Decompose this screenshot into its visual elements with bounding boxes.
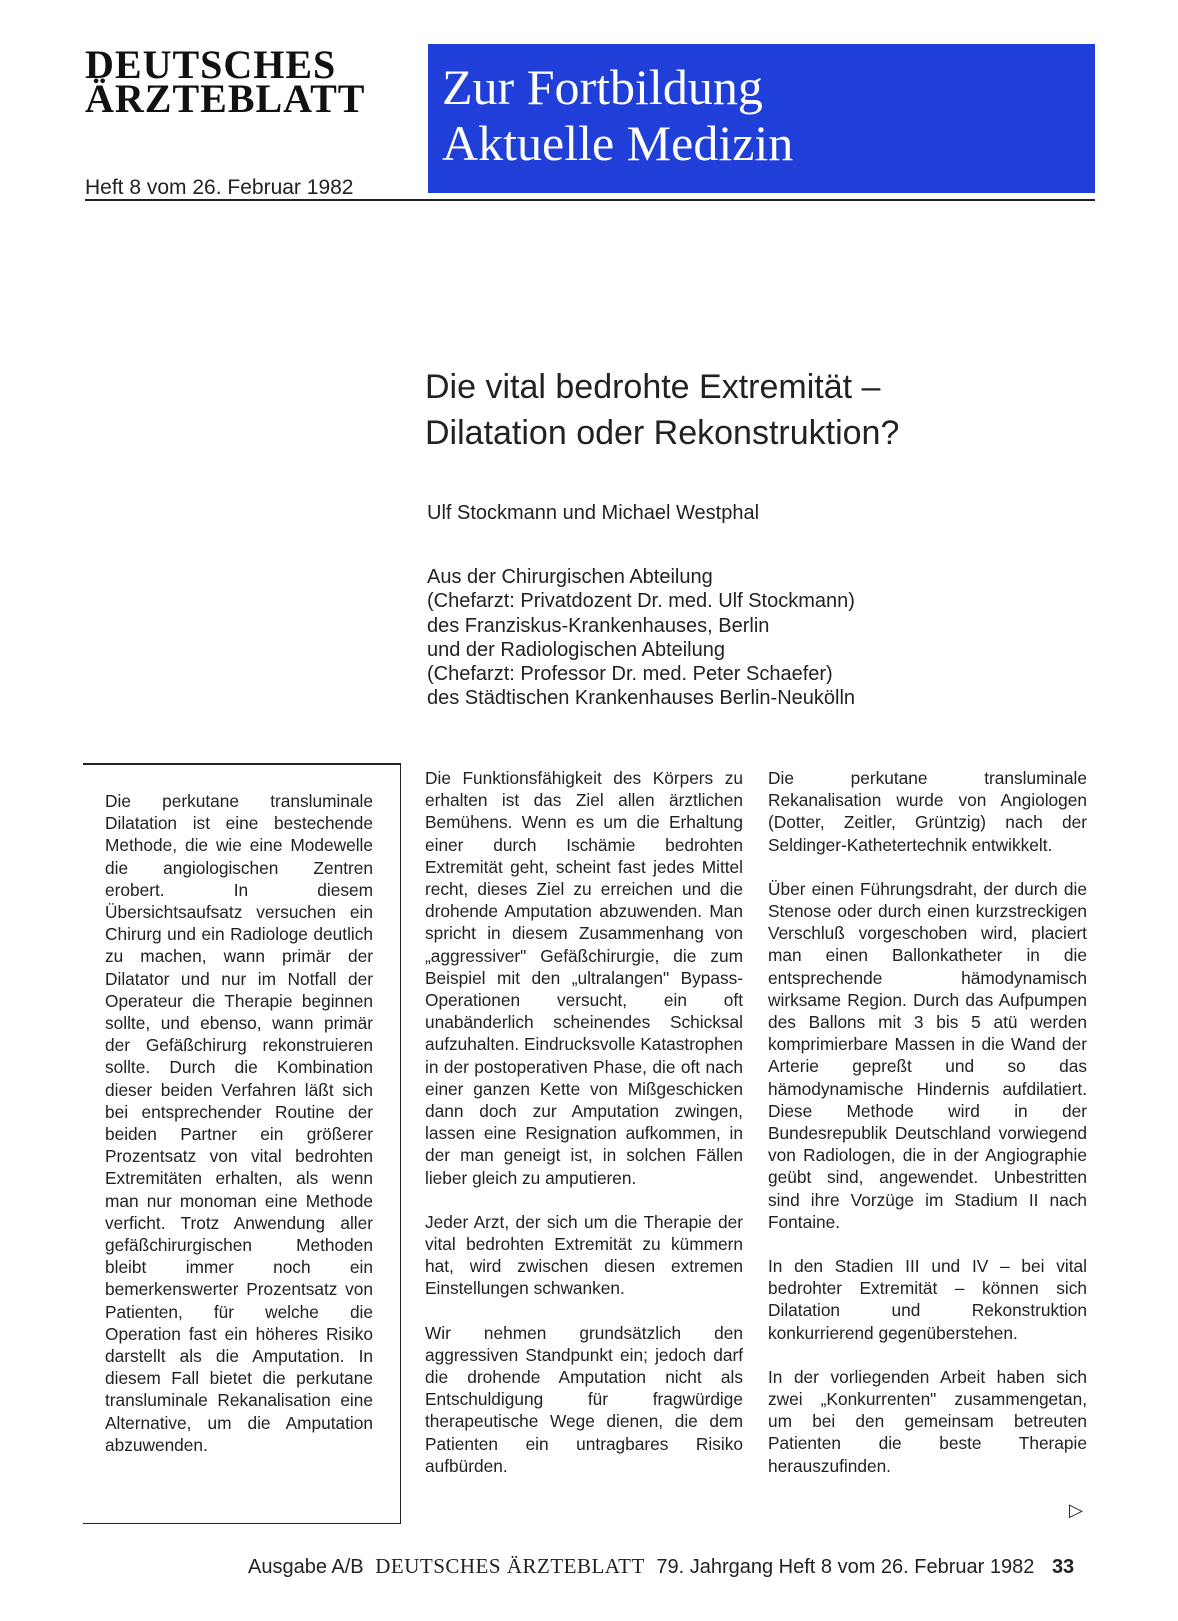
affiliation: [427, 565, 855, 711]
affiliation-line: Aus der Chirurgischen Abteilung: [427, 566, 713, 588]
page-footer: [248, 1554, 1074, 1579]
paragraph: In den Stadien III und IV – bei vital bedrohter Extremität – können sich Dilatation und Rekonstruktion konkurrierend gegenüberstehen.: [768, 1256, 1087, 1343]
article-title: [425, 364, 899, 456]
banner-line1: Zur Fortbildung: [442, 59, 763, 115]
title-line2: Dilatation oder Rekonstruktion?: [425, 414, 900, 452]
masthead-line1: DEUTSCHES: [85, 42, 337, 87]
page-number: 33: [1051, 1556, 1075, 1578]
paragraph: Die Funktionsfähigkeit des Körpers zu erhalten ist das Ziel allen ärztlichen Bemühens. Wenn es um die Erhaltung einer durch Ischämie bedrohten Extremität geht, scheint fast jedes Mittel recht, dieses Ziel zu erreichen und die drohende Amputation abzuwenden. Man spricht in diesem Zusammenhang von „aggressiver" Gefäßchirurgie, die zum Beispiel mit den „ultralangen" Bypass-Operationen versucht, ein oft unabänderlich scheinendes Schicksal aufzuhalten. Eindrucksvolle Katastrophen in der postoperativen Phase, die oft nach einer ganzen Kette von Mißgeschicken dann doch zur Amputation zwingen, lassen eine Resignation aufkommen, in der man geneigt ist, in solchen Fällen lieber gleich zu amputieren.: [425, 768, 743, 1188]
footer-issue: 79. Jahrgang Heft 8 vom 26. Februar 1982: [656, 1556, 1035, 1578]
abstract: [105, 790, 373, 1478]
paragraph: Die perkutane transluminale Rekanalisation wurde von Angiologen (Dotter, Zeitler, Grüntzig) nach der Seldinger-Kathetertechnik entwikkelt.: [768, 768, 1087, 855]
body-column-3: [768, 767, 1087, 1499]
abstract-rule-top: [83, 763, 401, 765]
affiliation-line: (Chefarzt: Professor Dr. med. Peter Schaefer): [427, 663, 833, 686]
affiliation-line: und der Radiologischen Abteilung: [427, 638, 725, 661]
abstract-rule-bottom: [83, 1523, 401, 1525]
affiliation-line: (Chefarzt: Privatdozent Dr. med. Ulf Stockmann): [427, 590, 855, 613]
abstract-rule-right: [400, 763, 402, 1524]
authors: Ulf Stockmann und Michael Westphal: [427, 502, 760, 524]
header-rule: [85, 199, 1095, 201]
footer-edition: Ausgabe A/B: [248, 1556, 364, 1578]
masthead-line2: ÄRZTEBLATT: [85, 76, 366, 121]
triangle-right-icon: ▷: [1069, 1500, 1083, 1520]
journal-masthead: [85, 42, 366, 121]
banner-line2: Aktuelle Medizin: [442, 115, 794, 171]
paragraph: Wir nehmen grundsätzlich den aggressiven Standpunkt ein; jedoch darf die drohende Amputation nicht als Entschuldigung für fragwürdige therapeutische Wege dienen, die dem Patienten ein untragbares Risiko aufbürden.: [425, 1322, 743, 1476]
affiliation-line: des Franziskus-Krankenhauses, Berlin: [427, 614, 770, 637]
affiliation-line: des Städtischen Krankenhauses Berlin-Neukölln: [427, 687, 856, 710]
paragraph: In der vorliegenden Arbeit haben sich zwei „Konkurrenten" zusammengetan, um bei den gemeinsam betreuten Patienten die beste Therapie herauszufinden.: [768, 1366, 1087, 1476]
abstract-text: Die perkutane transluminale Dilatation ist eine bestechende Methode, die wie eine Modewelle die angiologischen Zentren erobert. In diesem Übersichtsaufsatz versuchen ein Chirurg und ein Radiologe deutlich zu machen, wann primär der Dilatator und nur im Notfall der Operateur die Therapie beginnen sollte, und ebenso, wann primär der Gefäßchirurg rekonstruieren sollte. Durch die Kombination dieser beiden Verfahren läßt sich bei entsprechender Routine der beiden Partner ein größerer Prozentsatz von vital bedrohten Extremitäten erhalten, als wenn man nur monoman eine Methode verficht. Trotz Anwendung aller gefäßchirurgischen Methoden bleibt immer noch ein bemerkenswerter Prozentsatz von Patienten, für welche die Operation fast ein höheres Risiko darstellt als die Amputation. In diesem Fall bietet die perkutane transluminale Rekanalisation eine Alternative, um die Amputation abzuwenden.: [105, 791, 373, 1455]
paragraph: Jeder Arzt, der sich um die Therapie der vital bedrohten Extremität zu kümmern hat, wird zwischen diesen extremen Einstellungen schwanken.: [425, 1211, 743, 1299]
paragraph: Über einen Führungsdraht, der durch die Stenose oder durch einen kurzstreckigen Verschluß vorgeschoben wird, placiert man einen Ballonkatheter in die entsprechende hämodynamisch wirksame Region. Durch das Aufpumpen des Ballons mit 3 bis 5 atü werden komprimierbare Massen in die Wand der Arterie gepreßt und so das hämodynamische Hindernis aufdilatiert. Diese Methode wird in der Bundesrepublik Deutschland vorwiegend von Radiologen, die in der Angiographie geübt sind, angewendet. Unbestritten sind ihre Vorzüge im Stadium II nach Fontaine.: [768, 878, 1087, 1232]
title-line1: Die vital bedrohte Extremität –: [425, 368, 881, 406]
footer-masthead: DEUTSCHES ÄRZTEBLATT: [375, 1554, 645, 1578]
section-banner: [428, 44, 1095, 193]
issue-line: Heft 8 vom 26. Februar 1982: [85, 176, 354, 199]
body-column-2: [425, 767, 743, 1499]
